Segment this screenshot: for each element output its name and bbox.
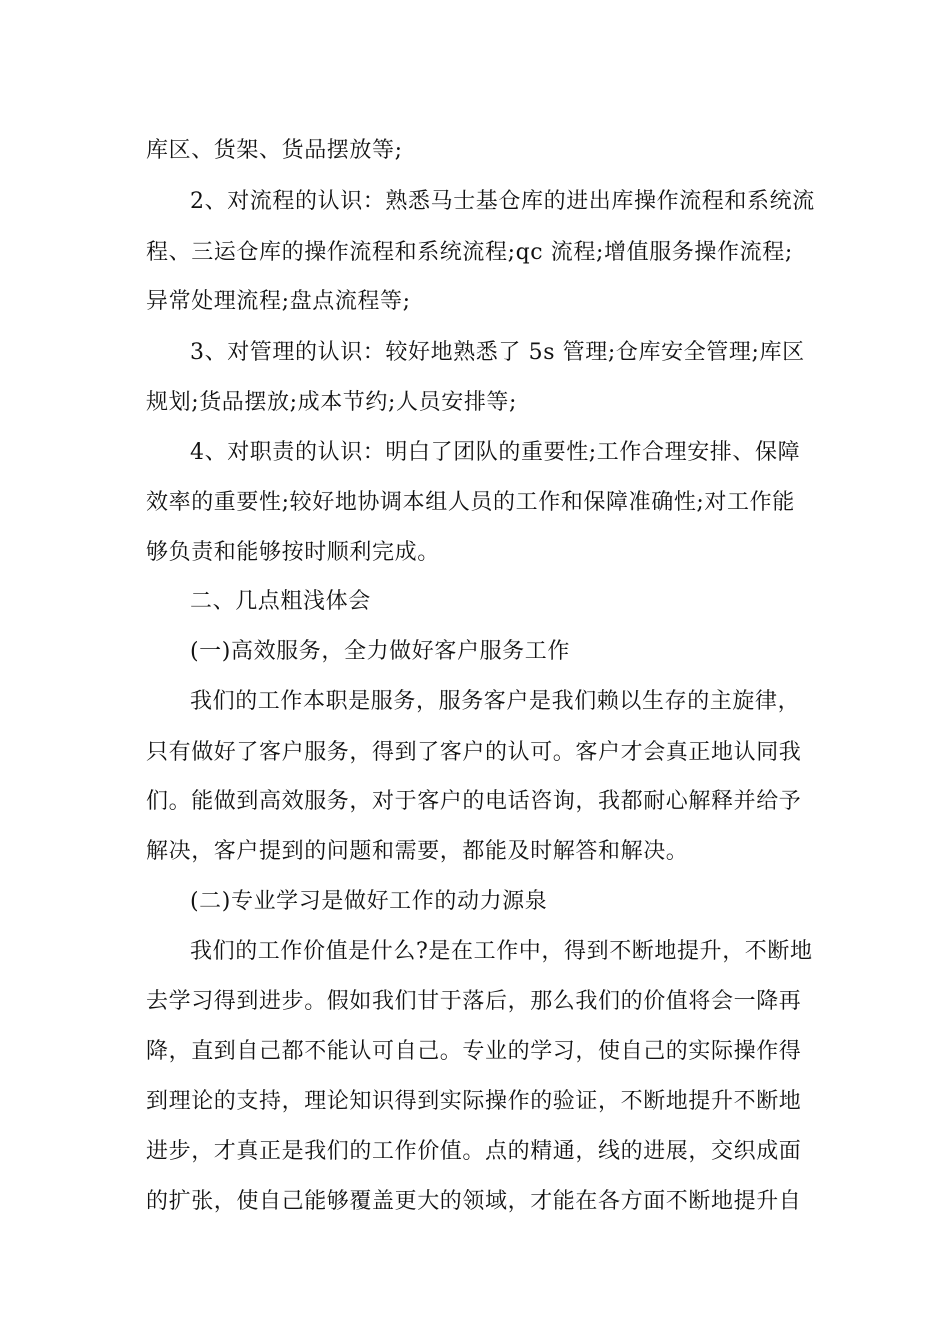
text-line-8: 效率的重要性;较好地协调本组人员的工作和保障准确性;对工作能 — [146, 490, 795, 515]
text-line-9: 够负责和能够按时顺利完成。 — [146, 540, 440, 565]
subsection-heading-2: (二)专业学习是做好工作的动力源泉 — [190, 889, 548, 914]
text-line-20: 到理论的支持，理论知识得到实际操作的验证，不断地提升不断地 — [146, 1089, 802, 1114]
text-line-22: 的扩张，使自己能够覆盖更大的领域，才能在各方面不断地提升自 — [146, 1189, 802, 1214]
text-line-2: 2、对流程的认识：熟悉马士基仓库的进出库操作流程和系统流 — [190, 189, 815, 214]
text-line-18: 去学习得到进步。假如我们甘于落后，那么我们的价值将会一降再 — [146, 989, 802, 1014]
text-line-4: 异常处理流程;盘点流程等; — [146, 289, 411, 314]
subsection-heading-1: (一)高效服务，全力做好客户服务工作 — [190, 639, 570, 664]
text-line-12: 我们的工作本职是服务，服务客户是我们赖以生存的主旋律， — [190, 689, 801, 714]
text-line-3: 程、三运仓库的操作流程和系统流程;qc 流程;增值服务操作流程; — [146, 240, 793, 265]
text-line-6: 规划;货品摆放;成本节约;人员安排等; — [146, 390, 518, 415]
text-line-17: 我们的工作价值是什么?是在工作中，得到不断地提升，不断地 — [190, 939, 813, 964]
text-line-1: 库区、货架、货品摆放等; — [146, 138, 403, 163]
text-line-19: 降，直到自己都不能认可自己。专业的学习，使自己的实际操作得 — [146, 1039, 802, 1064]
text-line-21: 进步，才真正是我们的工作价值。点的精通，线的进展，交织成面 — [146, 1139, 802, 1164]
text-line-7: 4、对职责的认识：明白了团队的重要性;工作合理安排、保障 — [190, 440, 801, 465]
text-line-5: 3、对管理的认识：较好地熟悉了 5s 管理;仓库安全管理;库区 — [190, 340, 805, 365]
text-line-14: 们。能做到高效服务，对于客户的电话咨询，我都耐心解释并给予 — [146, 789, 802, 814]
section-heading: 二、几点粗浅体会 — [190, 589, 371, 614]
text-line-13: 只有做好了客户服务，得到了客户的认可。客户才会真正地认同我 — [146, 740, 802, 765]
text-line-15: 解决，客户提到的问题和需要，都能及时解答和解决。 — [146, 839, 689, 864]
